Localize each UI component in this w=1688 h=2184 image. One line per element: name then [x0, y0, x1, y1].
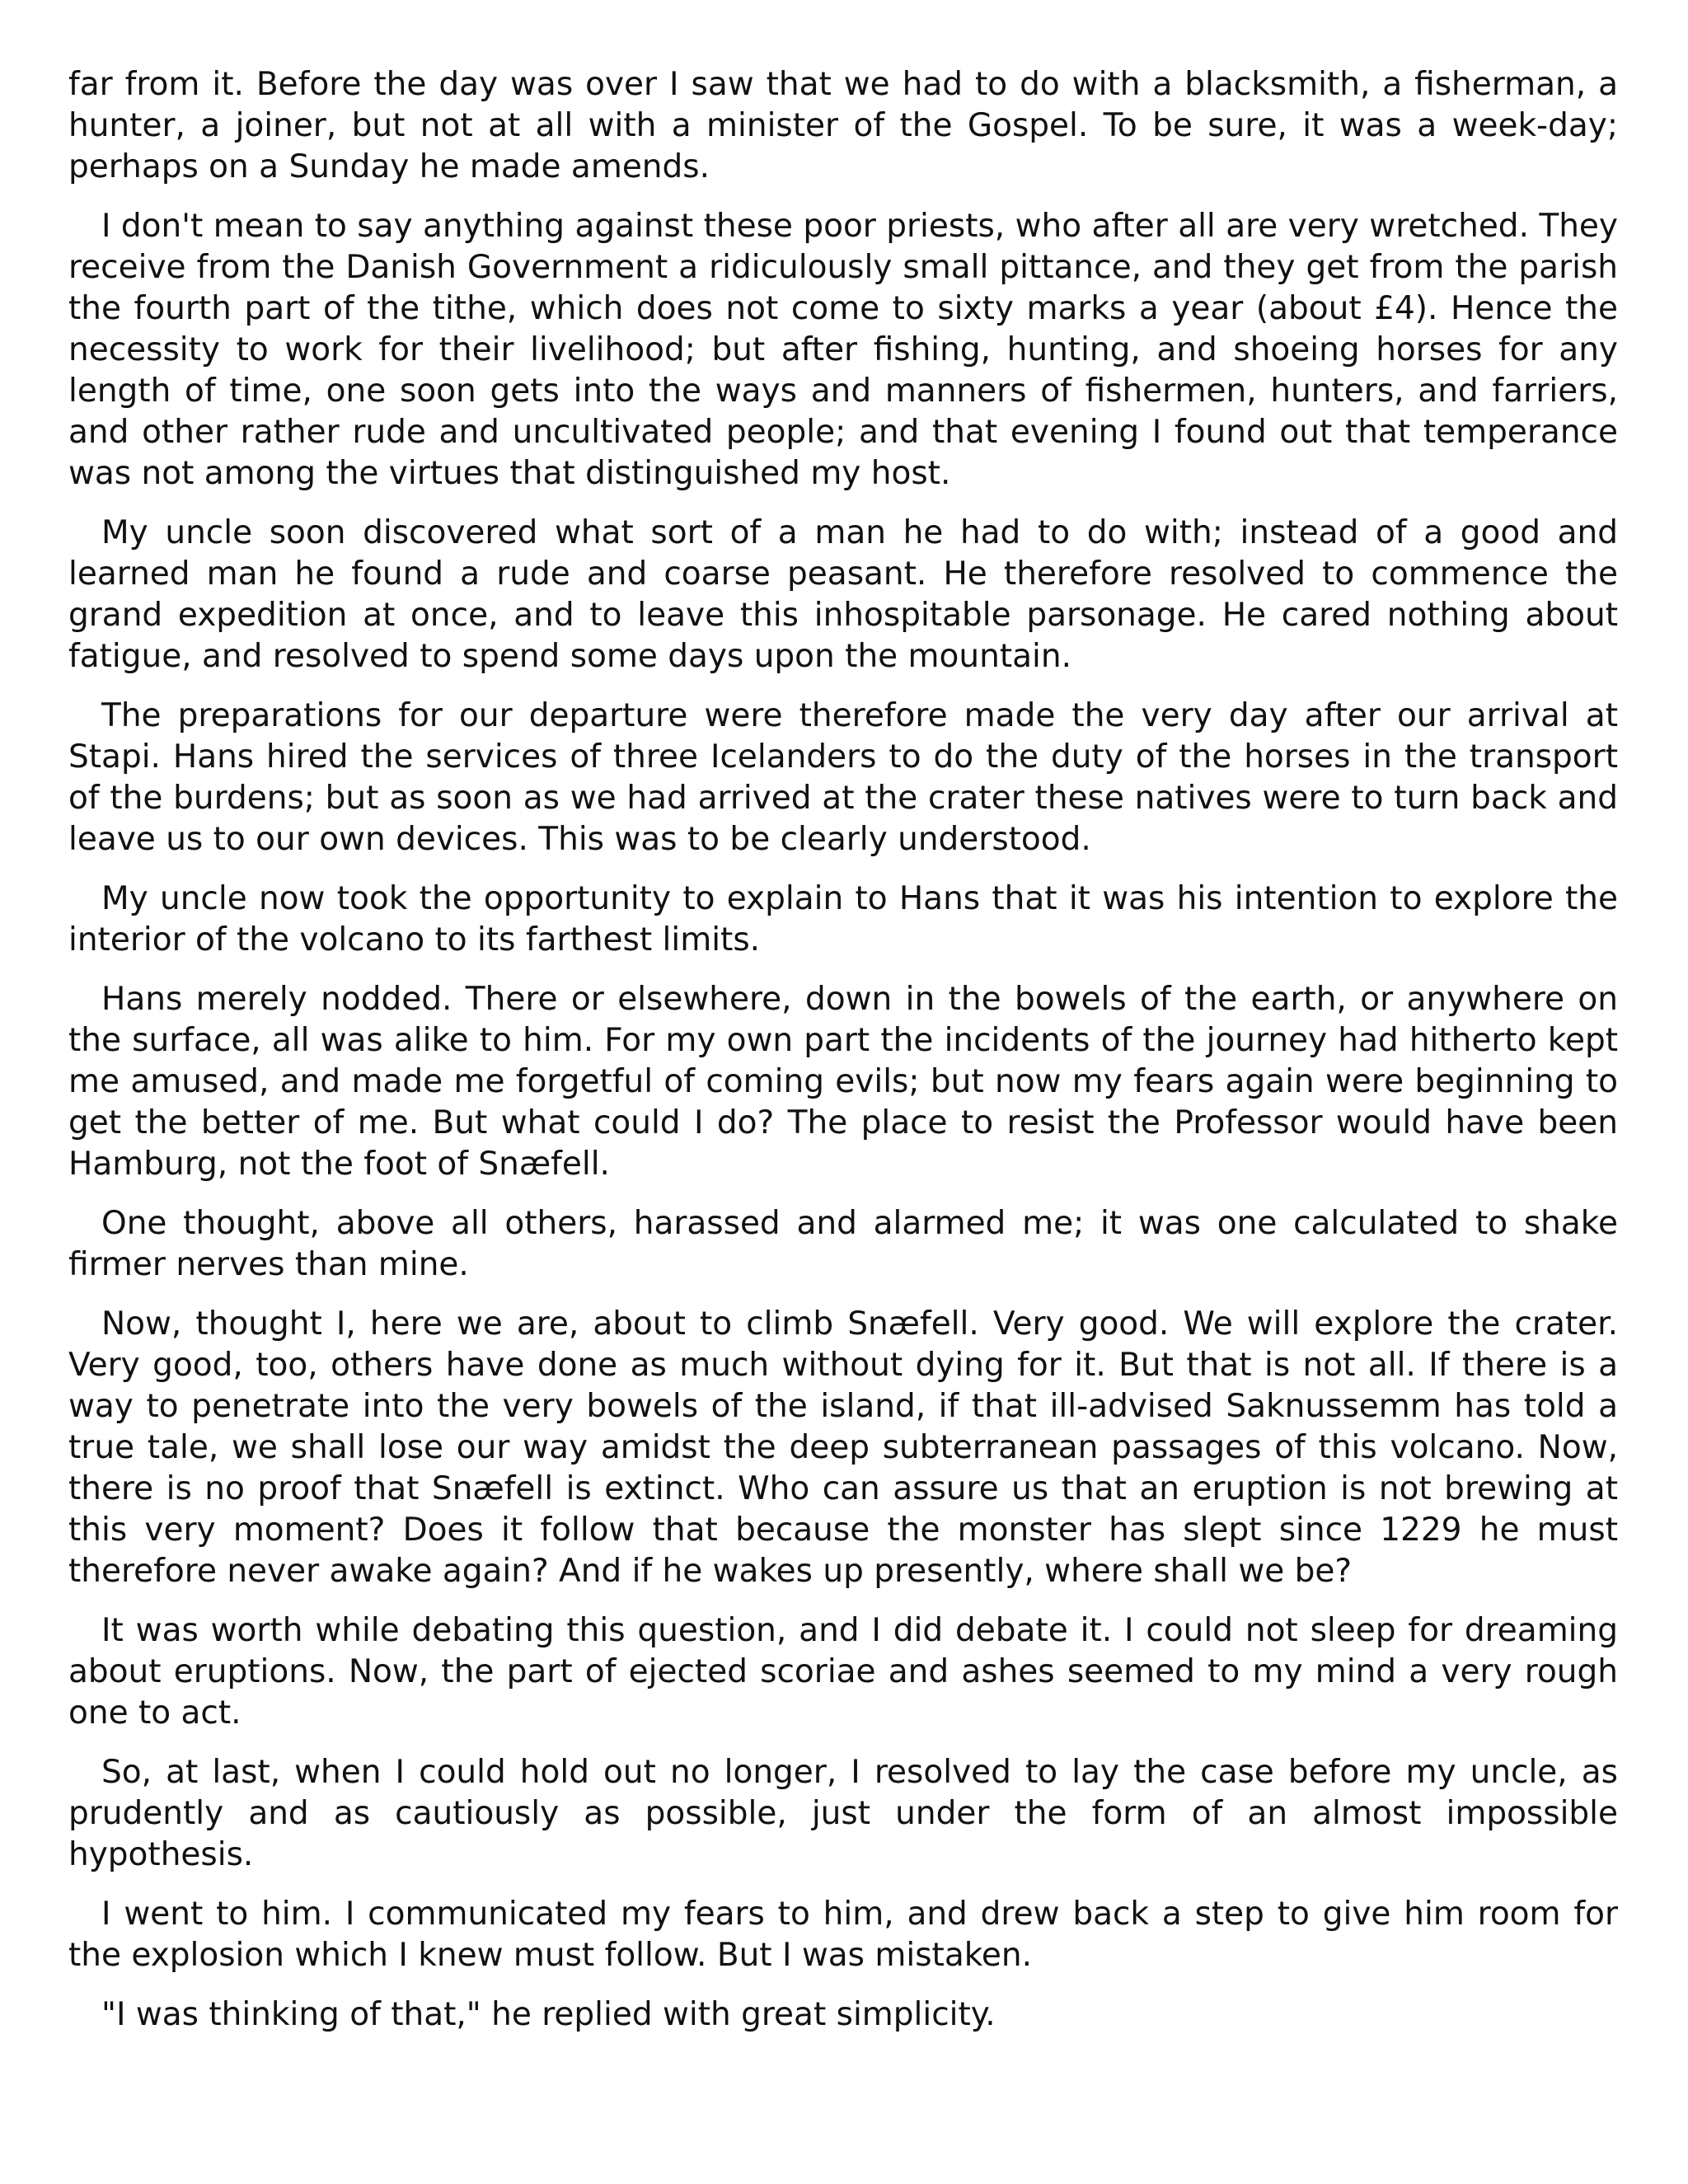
paragraph: So, at last, when I could hold out no longer, I resolved to lay the case before my uncle, as prudently and as cautiously as possible, just under the form of an almost impossible hypothesis. [68, 1754, 1618, 1873]
paragraph: My uncle soon discovered what sort of a man he had to do with; instead of a good and learned man he found a rude and coarse peasant. He therefore resolved to commence the grand expedition at once, and to leave this inhospitable parsonage. He cared nothing about fatigue, and resolved to spend some days upon the mountain. [68, 514, 1618, 675]
paragraph: Now, thought I, here we are, about to climb Snæfell. Very good. We will explore the crater. Very good, too, others have done as much without dying for it. But that is not all. If there is a way to penetrate into the very bowels of the island, if that ill-advised Saknussemm has told a true tale, we shall lose our way amidst the deep subterranean passages of this volcano. Now, there is no proof that Snæfell is extinct. Who can assure us that an eruption is not brewing at this very moment? Does it follow that because the monster has slept since 1229 he must therefore never awake again? And if he wakes up presently, where shall we be? [68, 1305, 1618, 1590]
paragraph: Hans merely nodded. There or elsewhere, down in the bowels of the earth, or anywhere on the surface, all was alike to him. For my own part the incidents of the journey had hitherto kept me amused, and made me forgetful of coming evils; but now my fears again were beginning to get the better of me. But what could I do? The place to resist the Professor would have been Hamburg, not the foot of Snæfell. [68, 981, 1618, 1183]
paragraph: My uncle now took the opportunity to explain to Hans that it was his intention to explore the interior of the volcano to its farthest limits. [68, 880, 1618, 958]
paragraph: I went to him. I communicated my fears to him, and drew back a step to give him room for the explosion which I knew must follow. But I was mistaken. [68, 1896, 1618, 1974]
paragraph: It was worth while debating this question, and I did debate it. I could not sleep for dreaming about eruptions. Now, the part of ejected scoriae and ashes seemed to my mind a very rough one to act. [68, 1612, 1618, 1732]
paragraph: far from it. Before the day was over I saw that we had to do with a blacksmith, a fisherman, a hunter, a joiner, but not at all with a minister of the Gospel. To be sure, it was a week-day; perhaps on a Sunday he made amends. [68, 66, 1618, 185]
paragraph: The preparations for our departure were therefore made the very day after our arrival at Stapi. Hans hired the services of three Icelanders to do the duty of the horses in the transport of the burdens; but as soon as we had arrived at the crater these natives were to turn back and leave us to our own devices. This was to be clearly understood. [68, 697, 1618, 858]
page-text [68, 64, 1618, 2054]
paragraph: I don't mean to say anything against these poor priests, who after all are very wretched. They receive from the Danish Government a ridiculously small pittance, and they get from the parish the fourth part of the tithe, which does not come to sixty marks a year (about £4). Hence the necessity to work for their livelihood; but after fishing, hunting, and shoeing horses for any length of time, one soon gets into the ways and manners of fishermen, hunters, and farriers, and other rather rude and uncultivated people; and that evening I found out that temperance was not among the virtues that distinguished my host. [68, 208, 1618, 492]
paragraph: "I was thinking of that," he replied with great simplicity. [101, 1996, 996, 2033]
paragraph: One thought, above all others, harassed and alarmed me; it was one calculated to shake firmer nerves than mine. [68, 1205, 1618, 1283]
